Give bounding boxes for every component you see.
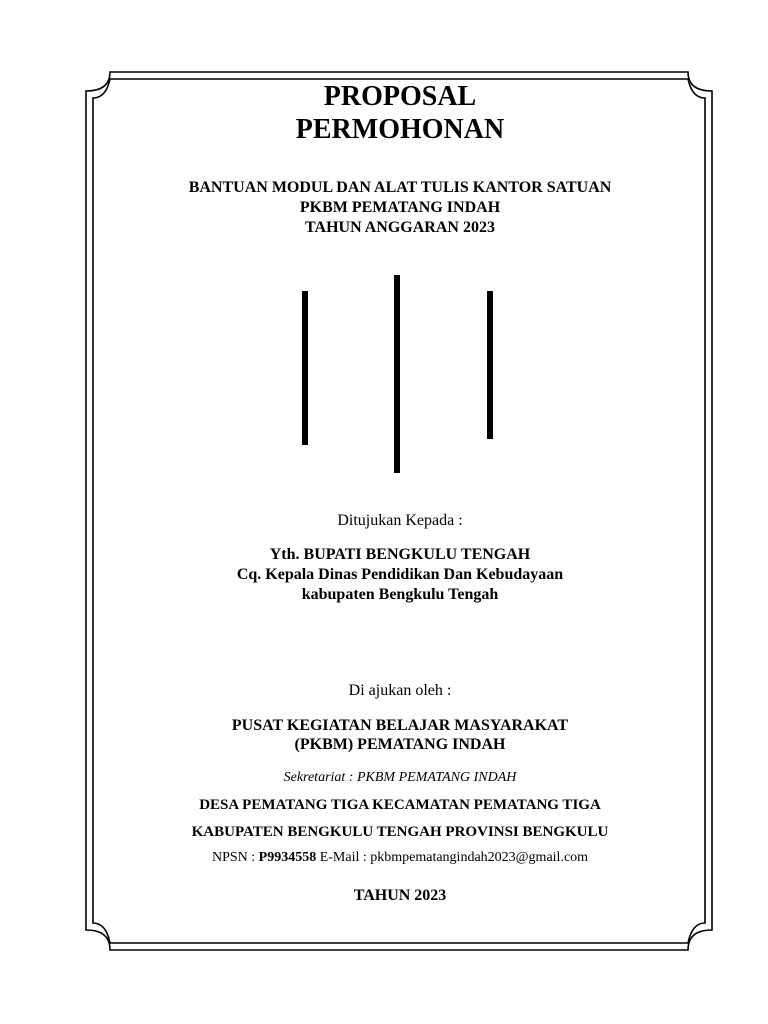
recipient-block (100, 545, 700, 605)
recipient-line-2: Cq. Kepala Dinas Pendidikan Dan Kebudayaan (236, 566, 564, 583)
recipient-label: Ditujukan Kepada : (337, 512, 463, 529)
email-text: E-Mail : pkbmpematangindah2023@gmail.com (319, 850, 589, 865)
recipient-line-3: kabupaten Bengkulu Tengah (301, 586, 499, 603)
decorative-bar-right (487, 291, 493, 439)
title-line-2: PERMOHONAN (295, 114, 505, 145)
npsn-label: NPSN : (211, 850, 256, 865)
decorative-bar-left (302, 291, 308, 445)
village-line: DESA PEMATANG TIGA KECAMATAN PEMATANG TIGA (199, 797, 601, 813)
submitter-line-1: PUSAT KEGIATAN BELAJAR MASYARAKAT (231, 717, 569, 734)
document-subtitle (100, 178, 700, 238)
subtitle-line-1: BANTUAN MODUL DAN ALAT TULIS KANTOR SATUAN (188, 179, 612, 196)
submitter-line-2: (PKBM) PEMATANG INDAH (294, 736, 506, 753)
regency-line: KABUPATEN BENGKULU TENGAH PROVINSI BENGKULU (191, 824, 609, 840)
submitter-label: Di ajukan oleh : (348, 682, 452, 699)
year-footer: TAHUN 2023 (353, 887, 447, 904)
submitter-block (100, 716, 700, 754)
decorative-bar-center (394, 275, 400, 473)
recipient-line-1: Yth. BUPATI BENGKULU TENGAH (269, 546, 531, 563)
contact-line (100, 850, 700, 866)
secretariat-line: Sekretariat : PKBM PEMATANG INDAH (283, 770, 517, 785)
subtitle-line-2: PKBM PEMATANG INDAH (299, 199, 501, 216)
title-line-1: PROPOSAL (323, 81, 477, 112)
npsn-value: P9934558 (258, 850, 317, 865)
document-title (100, 80, 700, 146)
subtitle-line-3: TAHUN ANGGARAN 2023 (305, 219, 495, 236)
